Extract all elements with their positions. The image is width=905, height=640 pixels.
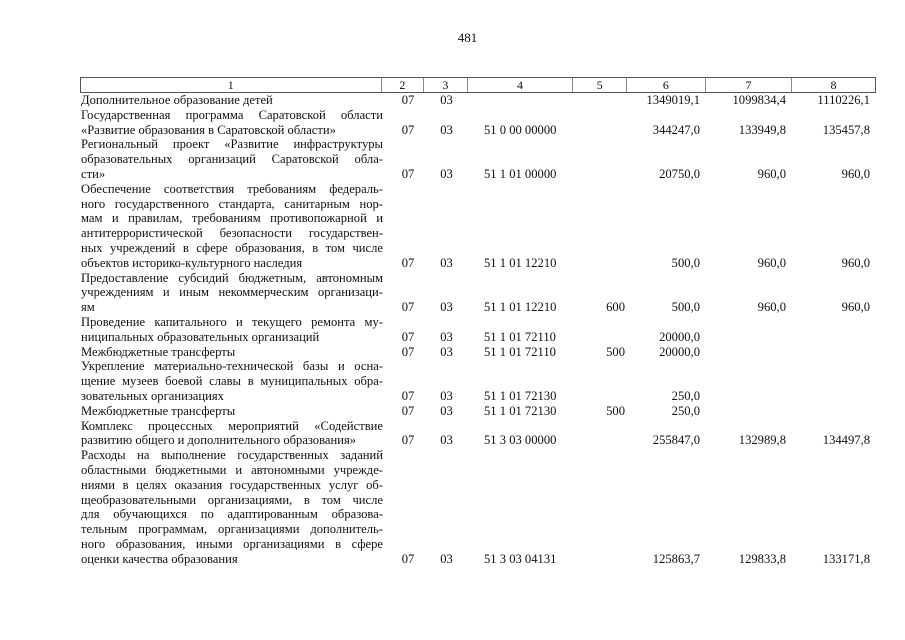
target-article-code: 51 1 01 72130 xyxy=(484,388,557,403)
target-article-code: 51 0 00 00000 xyxy=(484,122,557,137)
subsection-code: 03 xyxy=(440,433,453,448)
amount-year-2: 960,0 xyxy=(757,255,786,270)
amount-year-1: 20750,0 xyxy=(659,166,700,181)
amount-year-1: 20000,0 xyxy=(659,329,700,344)
amount-year-1: 1349019,1 xyxy=(646,93,700,107)
description-line: Региональный проект «Развитие инфраструктуры xyxy=(81,137,383,152)
description-line: Государственная программа Саратовской области xyxy=(81,107,383,122)
row-description xyxy=(80,108,383,138)
amount-year-1: 500,0 xyxy=(671,255,700,270)
section-code: 07 xyxy=(401,388,415,403)
description-line: Расходы на выполнение государственных заданий xyxy=(81,448,383,463)
table-row xyxy=(80,404,876,419)
target-article-code: 51 3 03 04131 xyxy=(484,551,557,566)
description-line: областными бюджетными и автономными учрежде- xyxy=(81,462,383,477)
description-line: Проведение капитального и текущего ремонта му- xyxy=(81,314,383,329)
table-row xyxy=(80,271,876,315)
subsection-code: 03 xyxy=(440,551,453,566)
description-line: зовательных организациях xyxy=(81,388,224,403)
amount-year-3: 135457,8 xyxy=(822,122,870,137)
description-line: антитеррористической безопасности государствен- xyxy=(81,226,383,241)
description-line: для обучающихся по адаптированным образова- xyxy=(81,507,383,522)
description-line: объектов историко-культурного наследия xyxy=(81,255,303,270)
row-description xyxy=(80,271,383,315)
description-line: ного образования, иными организациями в сфере xyxy=(81,536,383,551)
column-header: 3 xyxy=(423,78,467,92)
section-code: 07 xyxy=(401,551,415,566)
description-line: ниями в целях оказания государственных услуг об- xyxy=(81,477,383,492)
description-line: Укрепление материально-технической базы и осна- xyxy=(81,359,383,374)
amount-year-1: 255847,0 xyxy=(652,433,700,448)
description-line: мам и правилам, требованиям противопожарной и xyxy=(81,211,383,226)
description-line: щение музеев боевой славы в муниципальных обра- xyxy=(81,374,383,389)
amount-year-2: 960,0 xyxy=(757,300,786,315)
amount-year-1: 250,0 xyxy=(671,403,700,418)
description-line: Обеспечение соответствия требованиям федераль- xyxy=(81,181,383,196)
column-header: 8 xyxy=(791,78,875,92)
row-description xyxy=(80,93,383,108)
amount-year-1: 344247,0 xyxy=(652,122,700,137)
column-header: 7 xyxy=(705,78,791,92)
section-code: 07 xyxy=(401,122,415,137)
subsection-code: 03 xyxy=(440,388,453,403)
expense-type-code: 600 xyxy=(606,300,625,315)
amount-year-2: 132989,8 xyxy=(738,433,786,448)
row-description xyxy=(80,315,383,345)
table-row xyxy=(80,315,876,345)
amount-year-2: 960,0 xyxy=(757,166,786,181)
subsection-code: 03 xyxy=(440,344,453,359)
table-row xyxy=(80,448,876,566)
row-description xyxy=(80,448,383,566)
target-article-code: 51 3 03 00000 xyxy=(484,433,557,448)
row-description xyxy=(80,419,383,449)
amount-year-2: 133949,8 xyxy=(738,122,786,137)
section-code: 07 xyxy=(401,300,415,315)
amount-year-3: 960,0 xyxy=(841,166,870,181)
subsection-code: 03 xyxy=(440,403,453,418)
description-line: образовательных организаций Саратовской обла- xyxy=(81,152,383,167)
subsection-code: 03 xyxy=(440,329,453,344)
section-code: 07 xyxy=(401,329,415,344)
column-header: 4 xyxy=(467,78,573,92)
section-code: 07 xyxy=(401,433,415,448)
section-code: 07 xyxy=(401,403,415,418)
table-row xyxy=(80,108,876,138)
description-line: ных учреждений в сфере образования, в том числе xyxy=(81,240,383,255)
row-description xyxy=(80,182,383,271)
amount-year-3: 1110226,1 xyxy=(817,93,870,107)
subsection-code: 03 xyxy=(440,122,453,137)
table-row xyxy=(80,359,876,403)
target-article-code: 51 1 01 00000 xyxy=(484,166,557,181)
description-line: ного государственного стандарта, санитарным нор- xyxy=(81,196,383,211)
amount-year-2: 129833,8 xyxy=(738,551,786,566)
description-line: оценки качества образования xyxy=(81,551,238,566)
column-header: 6 xyxy=(626,78,705,92)
description-line: щеобразовательными организациями, в том числе xyxy=(81,492,383,507)
amount-year-2: 1099834,4 xyxy=(732,93,786,107)
subsection-code: 03 xyxy=(440,93,453,107)
column-header: 2 xyxy=(381,78,424,92)
amount-year-3: 960,0 xyxy=(841,300,870,315)
description-line: «Развитие образования в Саратовской области» xyxy=(81,122,336,137)
amount-year-1: 500,0 xyxy=(671,300,700,315)
description-line: ниципальных образовательных организаций xyxy=(81,329,320,344)
budget-table xyxy=(80,77,876,567)
row-description xyxy=(80,359,383,403)
subsection-code: 03 xyxy=(440,255,453,270)
section-code: 07 xyxy=(401,344,415,359)
row-description xyxy=(80,345,383,360)
expense-type-code: 500 xyxy=(606,403,625,418)
subsection-code: 03 xyxy=(440,300,453,315)
table-row xyxy=(80,93,876,108)
amount-year-1: 250,0 xyxy=(671,388,700,403)
table-row xyxy=(80,345,876,360)
amount-year-1: 20000,0 xyxy=(659,344,700,359)
description-line: Межбюджетные трансферты xyxy=(81,403,236,418)
table-row xyxy=(80,419,876,449)
description-line: тельным программам, организациями дополнитель- xyxy=(81,522,383,537)
row-description xyxy=(80,137,383,181)
section-code: 07 xyxy=(401,93,415,107)
section-code: 07 xyxy=(401,166,415,181)
target-article-code: 51 1 01 72130 xyxy=(484,403,557,418)
table-row xyxy=(80,182,876,271)
target-article-code: 51 1 01 72110 xyxy=(484,329,556,344)
page-number: 481 xyxy=(457,30,478,45)
description-line: Межбюджетные трансферты xyxy=(81,344,236,359)
table-body xyxy=(80,93,876,567)
column-header: 1 xyxy=(227,78,234,92)
description-line: сти» xyxy=(81,166,106,181)
target-article-code: 51 1 01 12210 xyxy=(484,300,557,315)
description-line: Комплекс процессных мероприятий «Содействие xyxy=(81,418,383,433)
target-article-code: 51 1 01 12210 xyxy=(484,255,557,270)
subsection-code: 03 xyxy=(440,166,453,181)
target-article-code: 51 1 01 72110 xyxy=(484,344,556,359)
table-row xyxy=(80,137,876,181)
description-line: ям xyxy=(81,300,95,315)
description-line: развитию общего и дополнительного образования» xyxy=(81,433,357,448)
section-code: 07 xyxy=(401,255,415,270)
column-header: 5 xyxy=(572,78,625,92)
amount-year-3: 134497,8 xyxy=(822,433,870,448)
table-header xyxy=(80,77,876,93)
amount-year-1: 125863,7 xyxy=(652,551,700,566)
row-description xyxy=(80,404,383,419)
description-line: Дополнительное образование детей xyxy=(81,93,273,107)
description-line: учреждениям и иным некоммерческим организаци- xyxy=(81,285,383,300)
description-line: Предоставление субсидий бюджетным, автономным xyxy=(81,270,383,285)
amount-year-3: 133171,8 xyxy=(822,551,870,566)
amount-year-3: 960,0 xyxy=(841,255,870,270)
expense-type-code: 500 xyxy=(606,344,625,359)
